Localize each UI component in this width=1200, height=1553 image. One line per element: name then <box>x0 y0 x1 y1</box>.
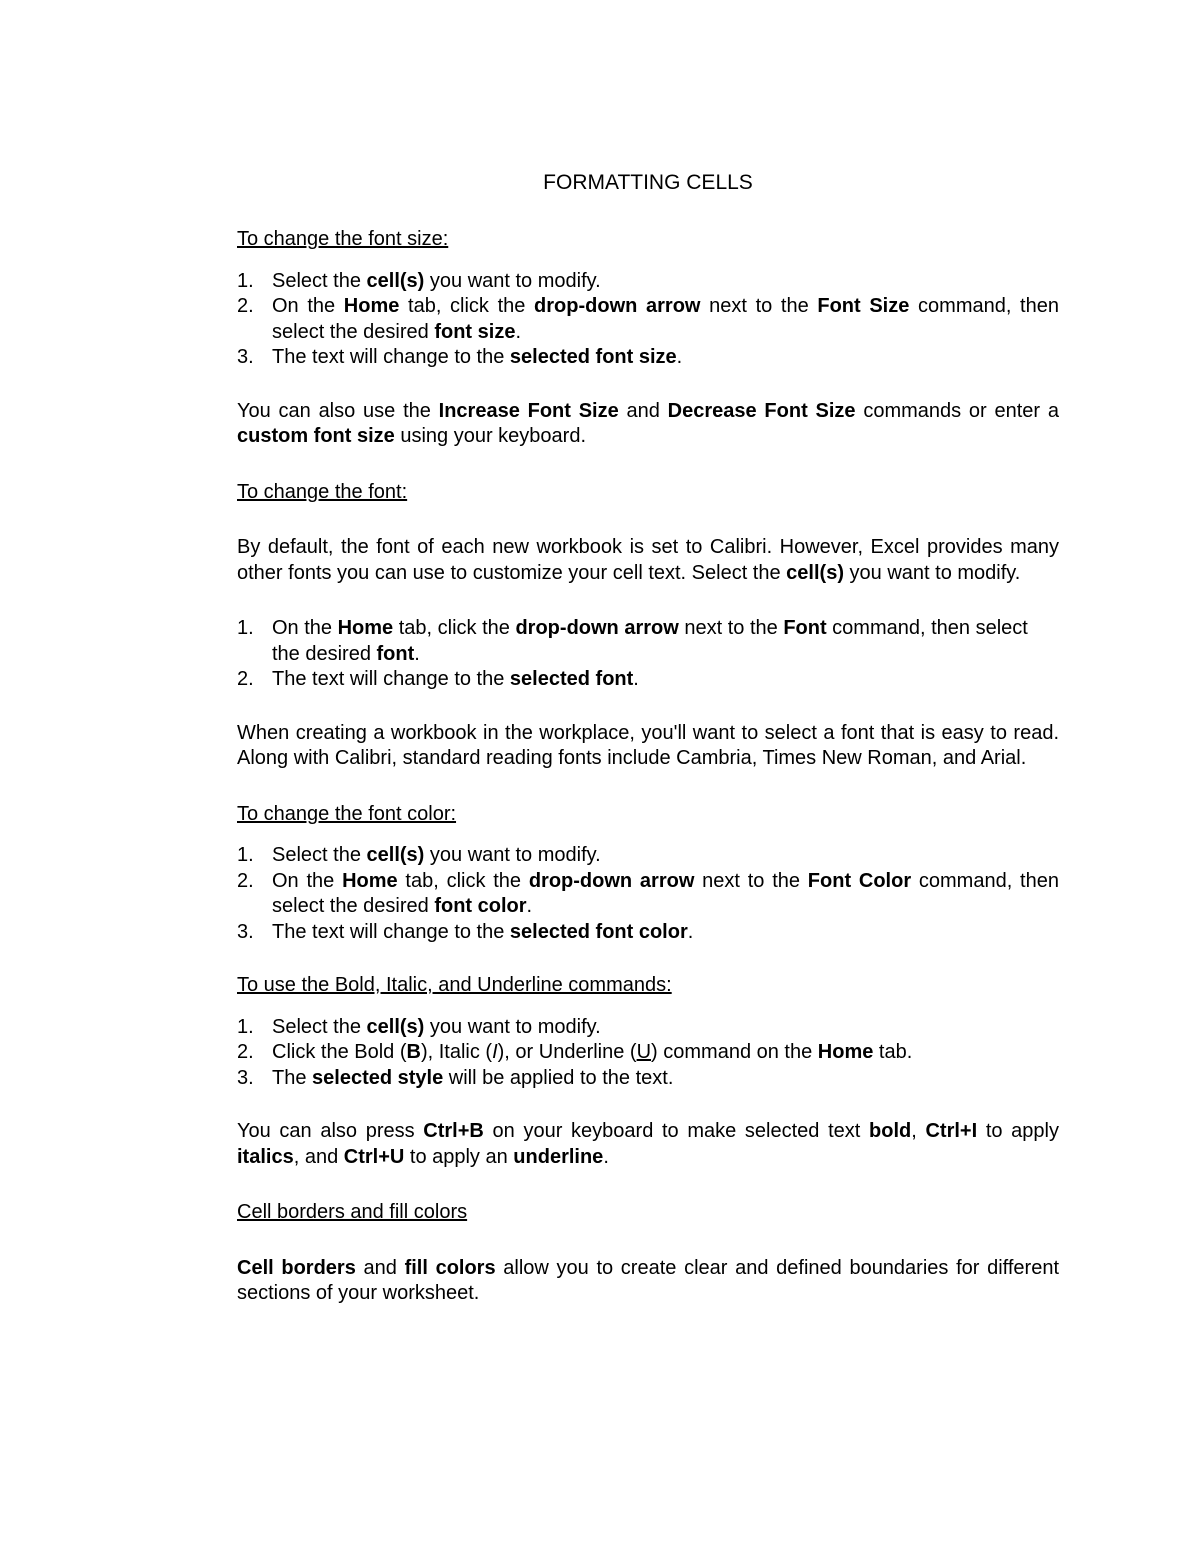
paragraph: Cell borders and fill colors allow you to create clear and defined boundaries for different sections of your worksheet. <box>237 1256 1060 1304</box>
paragraph: You can also press Ctrl+B on your keyboard to make selected text bold, Ctrl+I to apply italics, and Ctrl+U to apply an underline. <box>237 1120 1059 1168</box>
list-item: 2. On the Home tab, click the drop-down arrow next to the Font Size command, then select the desired font size. <box>237 295 1059 343</box>
list-item: 1. Select the cell(s) you want to modify. <box>237 269 601 292</box>
page-title: FORMATTING CELLS <box>543 171 753 194</box>
section-heading-font-color: To change the font color: <box>237 802 457 825</box>
paragraph: When creating a workbook in the workplace, you'll want to select a font that is easy to read. Along with Calibri, standard reading fonts include Cambria, Times New Roman, and Arial. <box>237 721 1059 769</box>
list-item: 1. On the Home tab, click the drop-down arrow next to the Font command, then select the desired font. <box>237 617 1028 665</box>
list-item: 3. The text will change to the selected font color. <box>237 920 694 943</box>
paragraph: You can also use the Increase Font Size and Decrease Font Size commands or enter a custom font size using your keyboard. <box>237 399 1059 447</box>
list-item: 3. The selected style will be applied to the text. <box>237 1066 674 1089</box>
font-steps <box>237 616 1059 693</box>
list-item: 2. On the Home tab, click the drop-down arrow next to the Font Color command, then select the desired font color. <box>237 869 1059 917</box>
list-item: 2. The text will change to the selected font. <box>237 668 639 690</box>
list-item: 3. The text will change to the selected font size. <box>237 346 683 368</box>
section-heading-font: To change the font: <box>237 480 408 503</box>
list-item: 1. Select the cell(s) you want to modify. <box>237 844 601 866</box>
section-heading-borders-fill: Cell borders and fill colors <box>237 1201 468 1223</box>
style-steps <box>237 1015 1059 1092</box>
paragraph: By default, the font of each new workbook is set to Calibri. However, Excel provides many other fonts you can use to customize your cell text. Select the cell(s) you want to modify. <box>237 536 1059 584</box>
section-heading-bold-italic-underline: To use the Bold, Italic, and Underline commands: <box>237 974 672 996</box>
font-size-steps <box>237 269 1059 371</box>
section-heading-font-size: To change the font size: <box>237 228 449 250</box>
list-item: 1. Select the cell(s) you want to modify. <box>237 1015 601 1038</box>
list-item: 2. Click the Bold (B), Italic (I), or Underline (U) command on the Home tab. <box>237 1041 913 1063</box>
font-color-steps <box>237 843 1059 945</box>
document-page <box>237 169 1059 1307</box>
